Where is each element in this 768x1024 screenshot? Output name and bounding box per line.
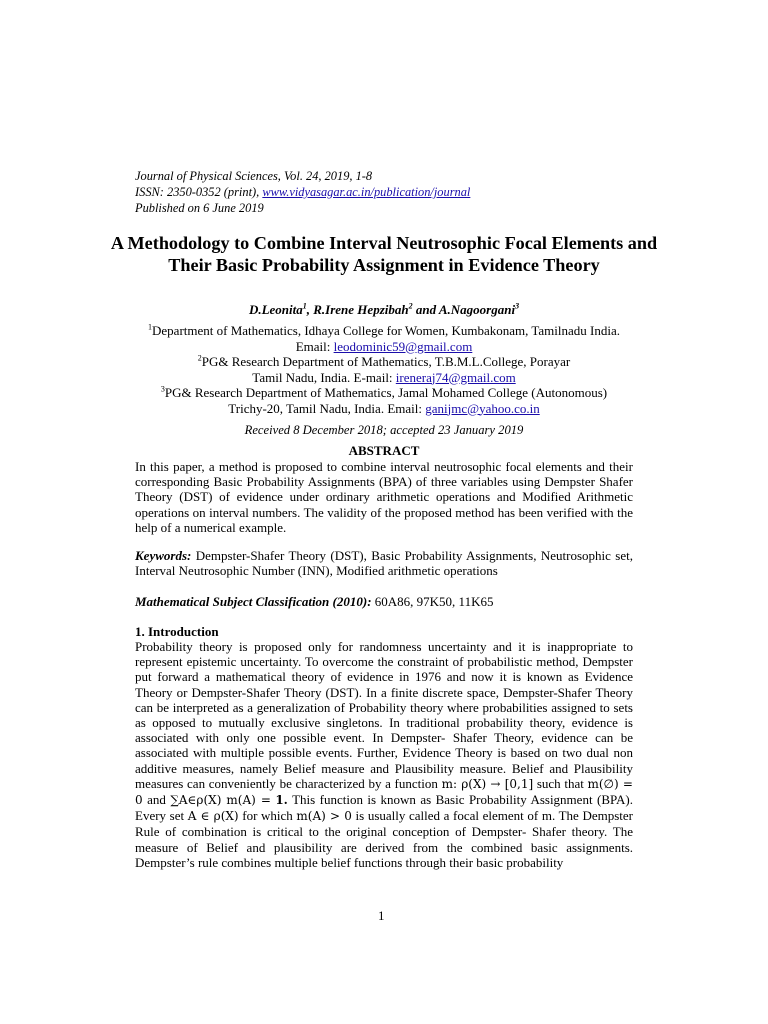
journal-header [135, 168, 470, 216]
affiliation-3-line2: Trichy-20, Tamil Nadu, India. Email: [228, 400, 426, 416]
intro-such-that: such that [533, 775, 588, 791]
abstract-text: In this paper, a method is proposed to combine interval neutrosophic focal elements and their corresponding Basic Probability Assignments (BPA) of three variables using Dempster Shafer Theory (DST) of evidence under ordinary arithmetic operations and Modified Arithmetic operations on interval numbers. The validity of the proposed method has been verified with the help of a numerical example. [135, 459, 633, 535]
email-link-1[interactable]: leodominic59@gmail.com [333, 338, 473, 354]
affiliations [110, 323, 658, 416]
math-sum: ∑A∈ρ(X) m(A) = [170, 793, 271, 808]
affiliation-2-text: PG& Research Department of Mathematics, T.B.M.L.College, Porayar [201, 354, 571, 369]
paper-title: A Methodology to Combine Interval Neutrosophic Focal Elements and Their Basic Probability Assignment in Evidence Theory [110, 233, 658, 275]
section-heading-introduction: 1. Introduction [135, 624, 219, 639]
introduction-text [135, 639, 633, 870]
author-sep-1: , [306, 302, 314, 317]
keywords-text: Dempster-Shafer Theory (DST), Basic Probability Assignments, Neutrosophic set, Interval Neutrosophic Number (INN), Modified arithmetic operations [135, 548, 633, 579]
affiliation-1-text: Department of Mathematics, Idhaya College for Women, Kumbakonam, Tamilnadu India. [152, 323, 620, 338]
affiliation-2 [110, 354, 658, 370]
journal-link[interactable]: www.vidyasagar.ac.in/publication/journal [262, 185, 471, 199]
author-2: R.Irene Hepzibah [313, 302, 409, 317]
email-link-3[interactable]: ganijmc@yahoo.co.in [425, 400, 540, 416]
keywords-label: Keywords: [135, 548, 192, 563]
affiliation-3-sup: 3 [160, 384, 165, 394]
affiliation-2-sup: 2 [197, 353, 202, 363]
affiliation-2-line2: Tamil Nadu, India. E-mail: [252, 369, 396, 385]
intro-for-which: for which [238, 808, 297, 824]
intro-and: and [142, 792, 171, 808]
math-m-empty: m(∅) = 0 [135, 776, 633, 808]
msc-classification [135, 594, 633, 609]
affiliation-2-email-line [110, 370, 658, 386]
math-m-function: m: ρ(X) → [0,1] [441, 776, 534, 791]
issn-text: ISSN: 2350-0352 (print), [135, 185, 263, 199]
issn-line [135, 184, 470, 200]
page-number: 1 [378, 908, 385, 923]
intro-para-3: is usually called a focal element of m. The Dempster Rule of combination is critical to the original conception of Dempster- Shafer theory. The measure of Belief and plausibility are derived from the combined basic assignments. Dempster’s rule combines multiple belief functions through their basic probability [135, 808, 633, 870]
abstract-heading: ABSTRACT [348, 443, 420, 458]
keywords [135, 548, 633, 578]
received-dates: Received 8 December 2018; accepted 23 January 2019 [244, 423, 524, 437]
author-list [110, 302, 658, 318]
intro-para-1: Probability theory is proposed only for randomness uncertainty and it is inappropriate to represent epistemic uncertainty. To overcome the constraint of probabilistic method, Dempster put forward a mathematical theory of evidence in 1976 and now it is known as Evidence Theory or Dempster-Shafer Theory (DST). In a finite discrete space, Dempster-Shafer Theory can be interpreted as a generalization of Probability theory where probabilities assigned to sets as opposed to mutually exclusive singletons. In traditional probability theory, evidence is associated with only one possible event. In Dempster- Shafer Theory, evidence can be associated with multiple possible events. Further, Evidence Theory is based on two dual non additive measures, namely Belief measure and Plausibility measure. Belief and Plausibility measures can conveniently be characterized by a function [135, 639, 633, 791]
affiliation-1-sup: 1 [148, 322, 153, 332]
affiliation-3-text: PG& Research Department of Mathematics, Jamal Mohamed College (Autonomous) [164, 385, 608, 400]
email-link-2[interactable]: ireneraj74@gmail.com [395, 369, 516, 385]
author-1-sup: 1 [302, 301, 307, 311]
math-set-a: A ∈ ρ(X) [187, 809, 239, 824]
author-2-sup: 2 [408, 301, 413, 311]
msc-label: Mathematical Subject Classification (2010): [135, 594, 372, 609]
author-3-sup: 3 [515, 301, 520, 311]
author-3: A.Nagoorgani [438, 302, 516, 317]
msc-text: 60A86, 97K50, 11K65 [371, 594, 494, 609]
author-sep-2: and [412, 302, 439, 317]
affiliation-3-email-line [110, 401, 658, 417]
author-1: D.Leonita [248, 302, 303, 317]
intro-para-2: This function is known as Basic Probability Assignment (BPA). Every set [135, 792, 634, 824]
affiliation-1-email-line [110, 339, 658, 355]
affiliation-1 [110, 323, 658, 339]
published-line: Published on 6 June 2019 [135, 201, 264, 215]
math-m-positive: m(A) > 0 [296, 809, 352, 824]
email-label: Email: [295, 338, 334, 354]
journal-line: Journal of Physical Sciences, Vol. 24, 2019, 1-8 [135, 169, 373, 183]
math-one: 1. [275, 793, 288, 808]
affiliation-3 [110, 385, 658, 401]
